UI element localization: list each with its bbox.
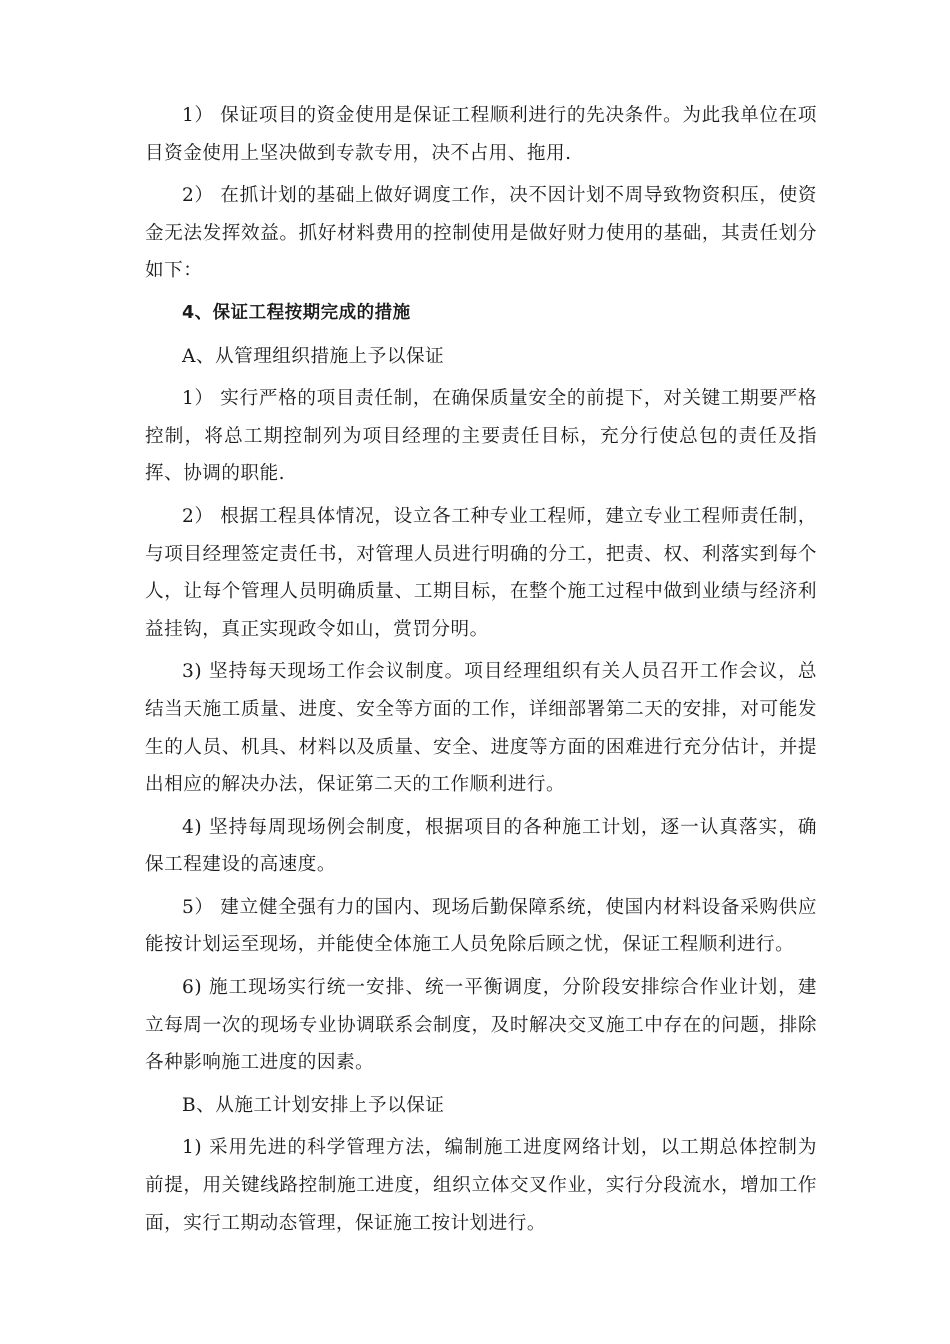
paragraph-unified-scheduling: 6) 施工现场实行统一安排、统一平衡调度，分阶段安排综合作业计划，建立每周一次的现场专业协调联系会制度，及时解决交叉施工中存在的问题，排除各种影响施工进度的因素。 [145,977,817,1074]
paragraph-responsibility-system: 1） 实行严格的项目责任制，在确保质量安全的前提下，对关键工期要严格控制，将总工期控制列为项目经理的主要责任目标，充分行使总包的责任及指挥、协调的职能. [145,388,817,485]
paragraph-weekly-meetings: 4) 坚持每周现场例会制度，根据项目的各种施工计划，逐一认真落实，确保工程建设的高速度。 [145,816,817,876]
paragraph-specialist-engineers: 2） 根据工程具体情况，设立各工种专业工程师，建立专业工程师责任制，与项目经理签定责任书，对管理人员进行明确的分工，把责、权、利落实到每个人，让每个管理人员明确质量、工期目标，在整个施工过程中做到业绩与经济利益挂钩，真正实现政令如山，赏罚分明。 [145,505,817,640]
paragraph-scheduling: 2） 在抓计划的基础上做好调度工作，决不因计划不周导致物资积压，使资金无法发挥效益。抓好材料费用的控制使用是做好财力使用的基础，其责任划分如下： [145,185,817,282]
paragraph-network-planning: 1) 采用先进的科学管理方法，编制施工进度网络计划，以工期总体控制为前提，用关键线路控制施工进度，组织立体交叉作业，实行分段流水，增加工作面，实行工期动态管理，保证施工按计划进行。 [145,1137,817,1234]
subheading-management-measures: A、从管理组织措施上予以保证 [182,345,445,367]
section-heading-schedule-measures: 4、保证工程按期完成的措施 [182,302,411,323]
paragraph-funds-usage: 1） 保证项目的资金使用是保证工程顺利进行的先决条件。为此我单位在项目资金使用上坚决做到专款专用，决不占用、拖用. [145,105,817,164]
document-body [145,97,817,1247]
subheading-construction-plan: B、从施工计划安排上予以保证 [182,1094,445,1116]
paragraph-logistics-support: 5） 建立健全强有力的国内、现场后勤保障系统，使国内材料设备采购供应能按计划运至现场，并能使全体施工人员免除后顾之忧，保证工程顺利进行。 [145,896,817,956]
paragraph-daily-meetings: 3) 坚持每天现场工作会议制度。项目经理组织有关人员召开工作会议，总结当天施工质量、进度、安全等方面的工作，详细部署第二天的安排，对可能发生的人员、机具、材料以及质量、安全、进度等方面的困难进行充分估计，并提出相应的解决办法，保证第二天的工作顺利进行。 [145,661,817,796]
